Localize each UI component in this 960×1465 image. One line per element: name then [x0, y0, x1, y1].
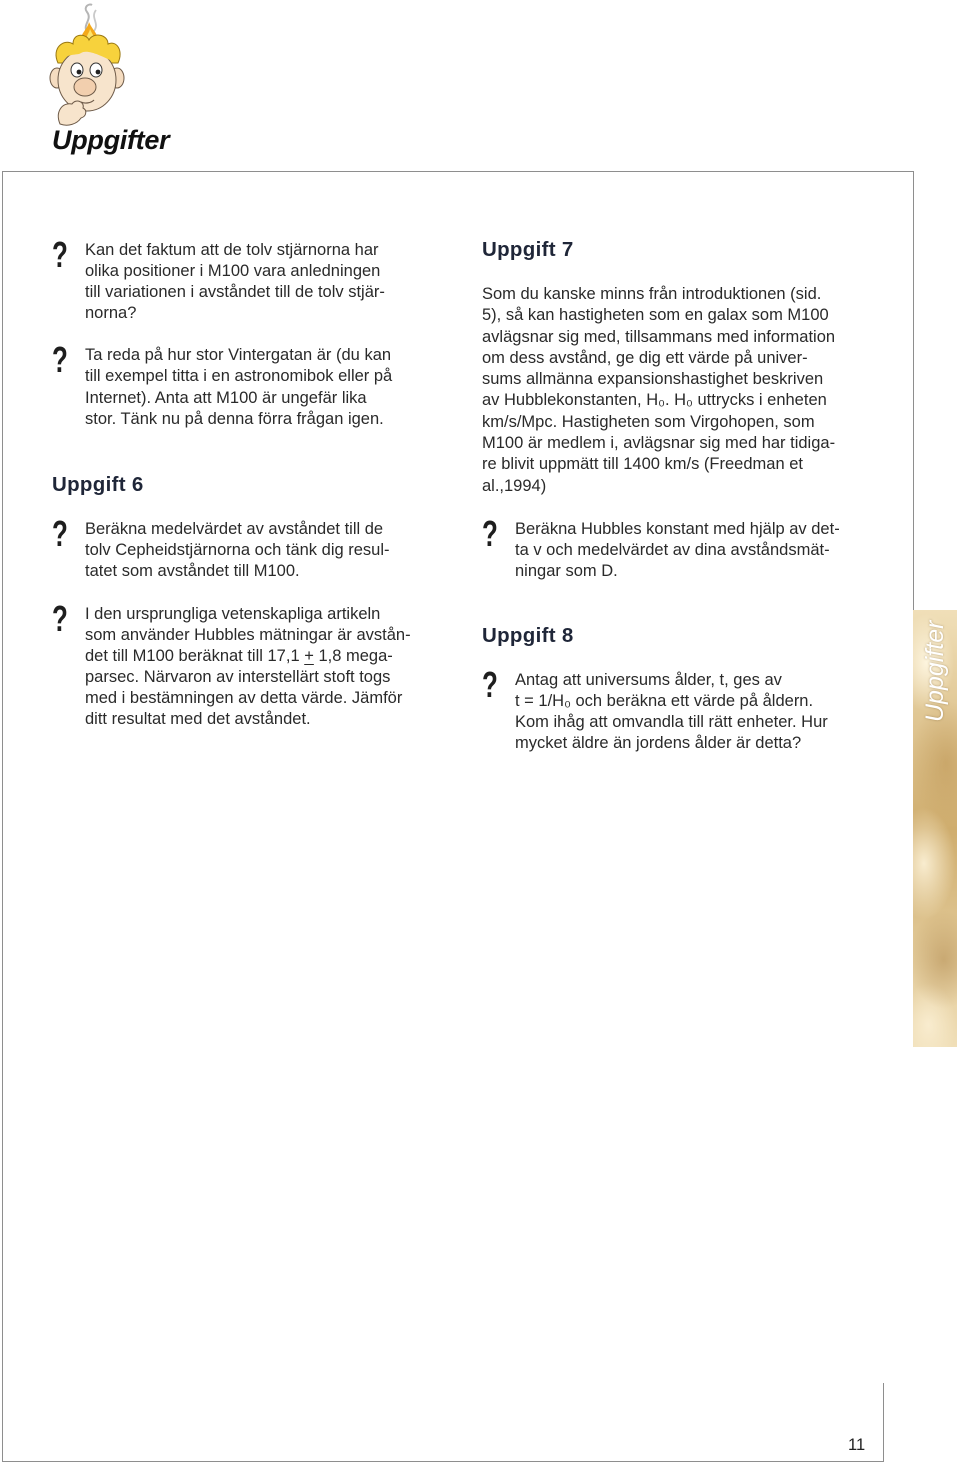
- text-line: Ta reda på hur stor Vintergatan är (du kan: [85, 346, 392, 364]
- text-line: tolv Cepheidstjärnorna och tänk dig resul-: [85, 541, 390, 559]
- question-marker: ?: [482, 513, 498, 554]
- text-line: avlägsnar sig med, tillsammans med information: [482, 327, 836, 346]
- question-marker: ?: [52, 234, 68, 275]
- text-segment: 1,8 mega-: [313, 647, 393, 665]
- question-marker: ?: [52, 513, 68, 554]
- frame-top-rule: [2, 171, 913, 172]
- text-line: Antag att universums ålder, t, ges av: [515, 671, 782, 689]
- text-line: som använder Hubbles mätningar är avstån-: [85, 626, 411, 644]
- text-line: till exempel titta i en astronomibok eller på: [85, 367, 393, 386]
- question-block: [52, 339, 393, 431]
- plus-minus-symbol: +: [304, 647, 314, 665]
- text-line: I den ursprungliga vetenskapliga artikeln: [85, 605, 381, 623]
- text-line: 5), så kan hastigheten som en galax som M100: [482, 306, 829, 325]
- text-line: t = 1/H₀ och beräkna ett värde på åldern.: [515, 692, 814, 710]
- text-line: ditt resultat med det avståndet.: [85, 710, 311, 728]
- intro-paragraph: [482, 284, 835, 497]
- section-heading-uppgift-8: Uppgift 8: [482, 624, 574, 647]
- text-line: [85, 646, 411, 667]
- question-marker: ?: [52, 339, 68, 380]
- question-block: [482, 664, 828, 754]
- text-line: Beräkna medelvärdet av avståndet till de: [85, 520, 384, 538]
- text-line: tatet som avståndet till M100.: [85, 562, 300, 580]
- frame-bottom-rule: [2, 1461, 884, 1462]
- text-line: Internet). Anta att M100 är ungefär lika: [85, 388, 367, 407]
- text-line: sums allmänna expansionshastighet beskriven: [482, 370, 824, 389]
- text-line: Beräkna Hubbles konstant med hjälp av det-: [515, 520, 840, 538]
- page-title: Uppgifter: [52, 125, 170, 155]
- frame-corner-rule: [883, 1383, 884, 1462]
- text-line: re blivit uppmätt till 1400 km/s (Freedman et: [482, 455, 803, 474]
- text-line: km/s/Mpc. Hastigheten som Virgohopen, som: [482, 412, 815, 431]
- frame-right-rule: [913, 171, 914, 610]
- question-marker: ?: [482, 664, 498, 705]
- section-heading-uppgift-7: Uppgift 7: [482, 238, 574, 261]
- question-block: [52, 598, 411, 730]
- text-segment: det till M100 beräknat till 17,1: [85, 647, 305, 665]
- thinking-character-illustration: [46, 3, 128, 127]
- text-line: av Hubblekonstanten, H₀. H₀ uttrycks i enheten: [482, 391, 827, 410]
- text-line: Kan det faktum att de tolv stjärnorna har: [85, 241, 379, 259]
- text-line: med i bestämningen av detta värde. Jämför: [85, 689, 403, 707]
- text-line: norna?: [85, 304, 137, 322]
- question-block: [52, 513, 390, 582]
- question-marker: ?: [52, 598, 68, 639]
- section-heading-uppgift-6: Uppgift 6: [52, 473, 144, 496]
- text-line: stor. Tänk nu på denna förra frågan igen.: [85, 410, 384, 429]
- text-line: M100 är medlem i, avlägsnar sig med har tidiga-: [482, 434, 836, 453]
- text-line: olika positioner i M100 vara anledningen: [85, 262, 381, 280]
- text-line: till variationen i avståndet till de tolv stjär-: [85, 283, 385, 301]
- text-line: al.,1994): [482, 476, 547, 495]
- text-line: parsec. Närvaron av interstellärt stoft togs: [85, 668, 391, 686]
- question-block: [482, 513, 840, 582]
- side-tab: [913, 610, 957, 1047]
- question-block: [52, 234, 385, 324]
- side-tab-label: Uppgifter: [921, 620, 949, 722]
- frame-left-rule: [2, 171, 3, 1462]
- text-line: Kom ihåg att omvandla till rätt enheter. Hur: [515, 713, 828, 731]
- text-line: om dess avstånd, ge dig ett värde på univer-: [482, 348, 808, 367]
- text-line: mycket äldre än jordens ålder är detta?: [515, 734, 802, 752]
- text-line: ningar som D.: [515, 562, 618, 580]
- page-number: 11: [848, 1436, 866, 1454]
- text-line: Som du kanske minns från introduktionen (sid.: [482, 285, 822, 303]
- text-line: ta v och medelvärdet av dina avståndsmät-: [515, 541, 830, 559]
